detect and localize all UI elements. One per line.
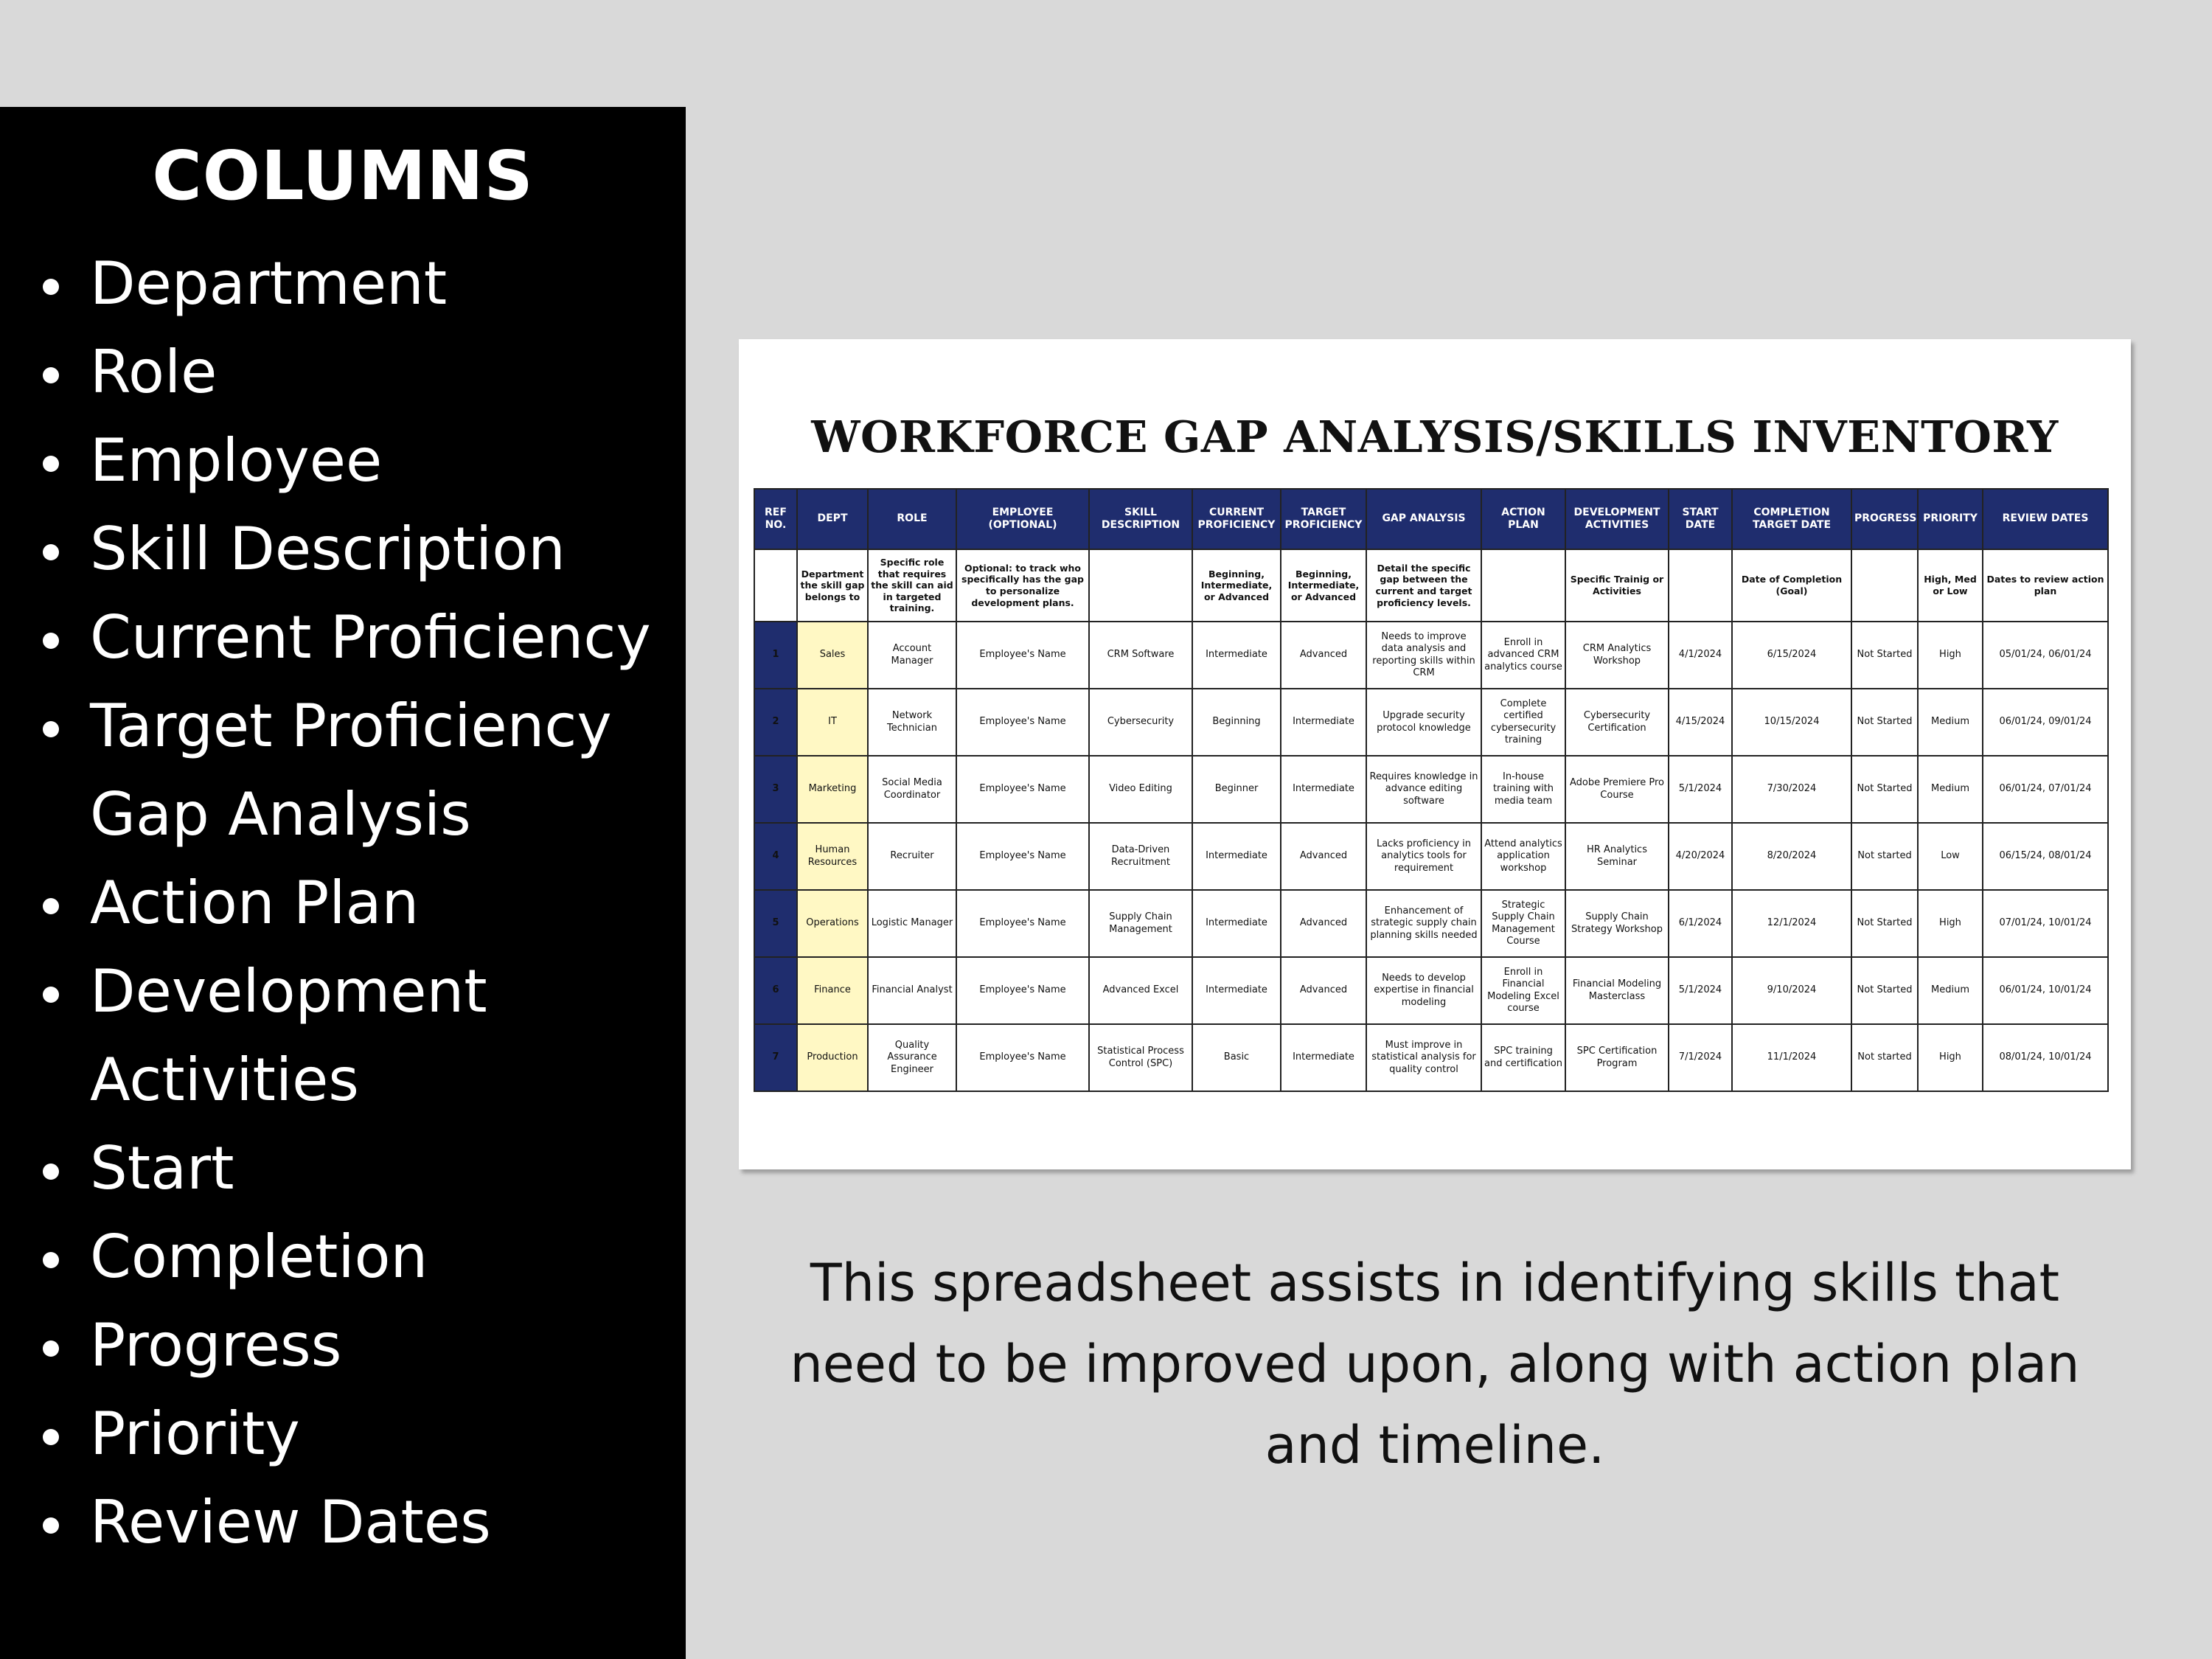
table-cell: Complete certified cybersecurity training	[1481, 689, 1565, 756]
table-cell: 06/01/24, 10/01/24	[1983, 957, 2108, 1024]
column-header: REVIEW DATES	[1983, 489, 2108, 549]
table-cell: 06/15/24, 08/01/24	[1983, 823, 2108, 890]
table-cell: Intermediate	[1192, 823, 1281, 890]
table-cell: 8/20/2024	[1732, 823, 1851, 890]
table-cell: Production	[797, 1024, 868, 1091]
description-cell: High, Med or Low	[1918, 549, 1983, 622]
table-cell: Medium	[1918, 689, 1983, 756]
table-cell: Employee's Name	[956, 823, 1089, 890]
column-header: DEPT	[797, 489, 868, 549]
table-cell: Employee's Name	[956, 622, 1089, 689]
table-cell: Recruiter	[868, 823, 956, 890]
table-cell: Strategic Supply Chain Management Course	[1481, 890, 1565, 957]
column-list-item: Action Plan	[0, 859, 686, 947]
table-cell: 7/30/2024	[1732, 756, 1851, 823]
column-list-item: Priority	[0, 1390, 686, 1478]
description-cell	[1851, 549, 1918, 622]
table-cell: Low	[1918, 823, 1983, 890]
table-cell: Advanced	[1281, 622, 1366, 689]
column-list-item: Development	[0, 947, 686, 1036]
table-cell: Human Resources	[797, 823, 868, 890]
table-cell: Advanced	[1281, 890, 1366, 957]
table-cell: 12/1/2024	[1732, 890, 1851, 957]
table-cell: Cybersecurity	[1089, 689, 1192, 756]
table-row	[754, 957, 2108, 1024]
column-list-item: Department	[0, 240, 686, 328]
description-cell	[1481, 549, 1565, 622]
table-row	[754, 622, 2108, 689]
table-cell: Account Manager	[868, 622, 956, 689]
description-row	[754, 549, 2108, 622]
table-cell: Employee's Name	[956, 890, 1089, 957]
column-header: GAP ANALYSIS	[1366, 489, 1481, 549]
table-cell: Needs to develop expertise in financial modeling	[1366, 957, 1481, 1024]
table-cell: SPC training and certification	[1481, 1024, 1565, 1091]
table-cell: SPC Certification Program	[1565, 1024, 1669, 1091]
table-cell: 7/1/2024	[1669, 1024, 1732, 1091]
table-cell: Lacks proficiency in analytics tools for requirement	[1366, 823, 1481, 890]
table-cell: High	[1918, 890, 1983, 957]
table-cell: Intermediate	[1281, 689, 1366, 756]
table-cell: 9/10/2024	[1732, 957, 1851, 1024]
column-header: ROLE	[868, 489, 956, 549]
column-header: TARGET PROFICIENCY	[1281, 489, 1366, 549]
column-list-item: Employee	[0, 417, 686, 505]
ref-number-cell: 3	[754, 756, 797, 823]
table-cell: Advanced	[1281, 823, 1366, 890]
table-cell: Upgrade security protocol knowledge	[1366, 689, 1481, 756]
table-cell: Logistic Manager	[868, 890, 956, 957]
ref-number-cell: 4	[754, 823, 797, 890]
table-cell: Advanced Excel	[1089, 957, 1192, 1024]
table-cell: Not started	[1851, 823, 1918, 890]
table-cell: Quality Assurance Engineer	[868, 1024, 956, 1091]
description-cell: Department the skill gap belongs to	[797, 549, 868, 622]
table-cell: Must improve in statistical analysis for quality control	[1366, 1024, 1481, 1091]
table-cell: Intermediate	[1192, 622, 1281, 689]
table-cell: Social Media Coordinator	[868, 756, 956, 823]
column-header: START DATE	[1669, 489, 1732, 549]
spreadsheet-preview	[739, 339, 2131, 1169]
gap-analysis-table	[754, 488, 2109, 1092]
table-cell: Intermediate	[1192, 957, 1281, 1024]
table-cell: Not Started	[1851, 756, 1918, 823]
table-cell: CRM Software	[1089, 622, 1192, 689]
column-header: PRIORITY	[1918, 489, 1983, 549]
table-cell: Medium	[1918, 957, 1983, 1024]
columns-panel	[0, 107, 686, 1659]
table-cell: Statistical Process Control (SPC)	[1089, 1024, 1192, 1091]
table-cell: Financial Analyst	[868, 957, 956, 1024]
column-header: SKILL DESCRIPTION	[1089, 489, 1192, 549]
table-cell: Financial Modeling Masterclass	[1565, 957, 1669, 1024]
table-cell: High	[1918, 622, 1983, 689]
table-cell: 06/01/24, 09/01/24	[1983, 689, 2108, 756]
table-row	[754, 689, 2108, 756]
description-cell: Dates to review action plan	[1983, 549, 2108, 622]
table-cell: Advanced	[1281, 957, 1366, 1024]
table-cell: Employee's Name	[956, 756, 1089, 823]
table-cell: 4/1/2024	[1669, 622, 1732, 689]
column-list-item: Skill Description	[0, 505, 686, 594]
column-list-item: Target Proficiency	[0, 682, 686, 771]
columns-list	[0, 240, 686, 1567]
sheet-title: WORKFORCE GAP ANALYSIS/SKILLS INVENTORY	[811, 411, 2059, 462]
description-cell: Detail the specific gap between the current and target proficiency levels.	[1366, 549, 1481, 622]
column-header: CURRENT PROFICIENCY	[1192, 489, 1281, 549]
table-cell: Employee's Name	[956, 1024, 1089, 1091]
table-cell: Beginner	[1192, 756, 1281, 823]
table-cell: Not started	[1851, 1024, 1918, 1091]
column-list-item: Activities	[90, 1046, 359, 1114]
table-cell: Supply Chain Strategy Workshop	[1565, 890, 1669, 957]
column-list-item: Review Dates	[0, 1478, 686, 1567]
table-cell: 07/01/24, 10/01/24	[1983, 890, 2108, 957]
table-cell: 05/01/24, 06/01/24	[1983, 622, 2108, 689]
table-cell: IT	[797, 689, 868, 756]
table-cell: 6/15/2024	[1732, 622, 1851, 689]
table-cell: In-house training with media team	[1481, 756, 1565, 823]
table-cell: Supply Chain Management	[1089, 890, 1192, 957]
table-cell: Needs to improve data analysis and reporting skills within CRM	[1366, 622, 1481, 689]
table-cell: Employee's Name	[956, 689, 1089, 756]
column-list-item: Current Proficiency	[0, 594, 686, 682]
table-cell: Requires knowledge in advance editing software	[1366, 756, 1481, 823]
table-body	[754, 549, 2108, 1091]
table-cell: Medium	[1918, 756, 1983, 823]
table-cell: 5/1/2024	[1669, 756, 1732, 823]
ref-number-cell: 7	[754, 1024, 797, 1091]
column-header: COMPLETION TARGET DATE	[1732, 489, 1851, 549]
table-header-row	[754, 489, 2108, 549]
table-cell: Intermediate	[1281, 1024, 1366, 1091]
table-cell: Not Started	[1851, 689, 1918, 756]
column-list-item: Progress	[0, 1301, 686, 1390]
ref-number-cell: 2	[754, 689, 797, 756]
table-cell: Not Started	[1851, 890, 1918, 957]
table-cell: Enroll in advanced CRM analytics course	[1481, 622, 1565, 689]
table-cell: Finance	[797, 957, 868, 1024]
ref-number-cell: 5	[754, 890, 797, 957]
table-cell: 10/15/2024	[1732, 689, 1851, 756]
ref-number-cell: 1	[754, 622, 797, 689]
table-cell: Not Started	[1851, 957, 1918, 1024]
column-header: EMPLOYEE (OPTIONAL)	[956, 489, 1089, 549]
table-cell: Sales	[797, 622, 868, 689]
table-cell: HR Analytics Seminar	[1565, 823, 1669, 890]
table-cell: 6/1/2024	[1669, 890, 1732, 957]
column-list-item: Gap Analysis	[90, 780, 471, 849]
description-cell: Beginning, Intermediate, or Advanced	[1281, 549, 1366, 622]
table-row	[754, 890, 2108, 957]
column-header: DEVELOPMENT ACTIVITIES	[1565, 489, 1669, 549]
table-row	[754, 823, 2108, 890]
column-header: ACTION PLAN	[1481, 489, 1565, 549]
table-cell: Network Technician	[868, 689, 956, 756]
table-cell: Video Editing	[1089, 756, 1192, 823]
table-cell: Attend analytics application workshop	[1481, 823, 1565, 890]
description-cell: Specific role that requires the skill can aid in targeted training.	[868, 549, 956, 622]
table-cell: Intermediate	[1192, 890, 1281, 957]
table-cell: Data-Driven Recruitment	[1089, 823, 1192, 890]
table-cell: Marketing	[797, 756, 868, 823]
table-cell: Basic	[1192, 1024, 1281, 1091]
columns-heading: COLUMNS	[152, 136, 534, 215]
table-cell: Adobe Premiere Pro Course	[1565, 756, 1669, 823]
table-cell: CRM Analytics Workshop	[1565, 622, 1669, 689]
table-cell: Beginning	[1192, 689, 1281, 756]
table-cell: Employee's Name	[956, 957, 1089, 1024]
column-list-item: Role	[0, 328, 686, 417]
description-cell: Beginning, Intermediate, or Advanced	[1192, 549, 1281, 622]
description-cell	[1089, 549, 1192, 622]
table-row	[754, 1024, 2108, 1091]
table-cell: 4/20/2024	[1669, 823, 1732, 890]
table-cell: 06/01/24, 07/01/24	[1983, 756, 2108, 823]
description-cell: Date of Completion (Goal)	[1732, 549, 1851, 622]
description-cell	[754, 549, 797, 622]
description-cell: Optional: to track who specifically has the gap to personalize development plans.	[956, 549, 1089, 622]
table-cell: Cybersecurity Certification	[1565, 689, 1669, 756]
table-cell: Enhancement of strategic supply chain planning skills needed	[1366, 890, 1481, 957]
ref-number-cell: 6	[754, 957, 797, 1024]
table-cell: Enroll in Financial Modeling Excel course	[1481, 957, 1565, 1024]
table-cell: 4/15/2024	[1669, 689, 1732, 756]
column-header: PROGRESS	[1851, 489, 1918, 549]
description-cell: Specific Trainig or Activities	[1565, 549, 1669, 622]
table-cell: 11/1/2024	[1732, 1024, 1851, 1091]
description-cell	[1669, 549, 1732, 622]
table-cell: Operations	[797, 890, 868, 957]
table-cell: 08/01/24, 10/01/24	[1983, 1024, 2108, 1091]
table-row	[754, 756, 2108, 823]
table-cell: Intermediate	[1281, 756, 1366, 823]
description-text: This spreadsheet assists in identifying skills that need to be improved upon, along with action plan and timeline.	[790, 1253, 2080, 1475]
column-list-item: Completion	[0, 1213, 686, 1301]
column-header: REF NO.	[754, 489, 797, 549]
table-cell: High	[1918, 1024, 1983, 1091]
table-cell: Not Started	[1851, 622, 1918, 689]
column-list-item: Start	[0, 1124, 686, 1213]
table-cell: 5/1/2024	[1669, 957, 1732, 1024]
